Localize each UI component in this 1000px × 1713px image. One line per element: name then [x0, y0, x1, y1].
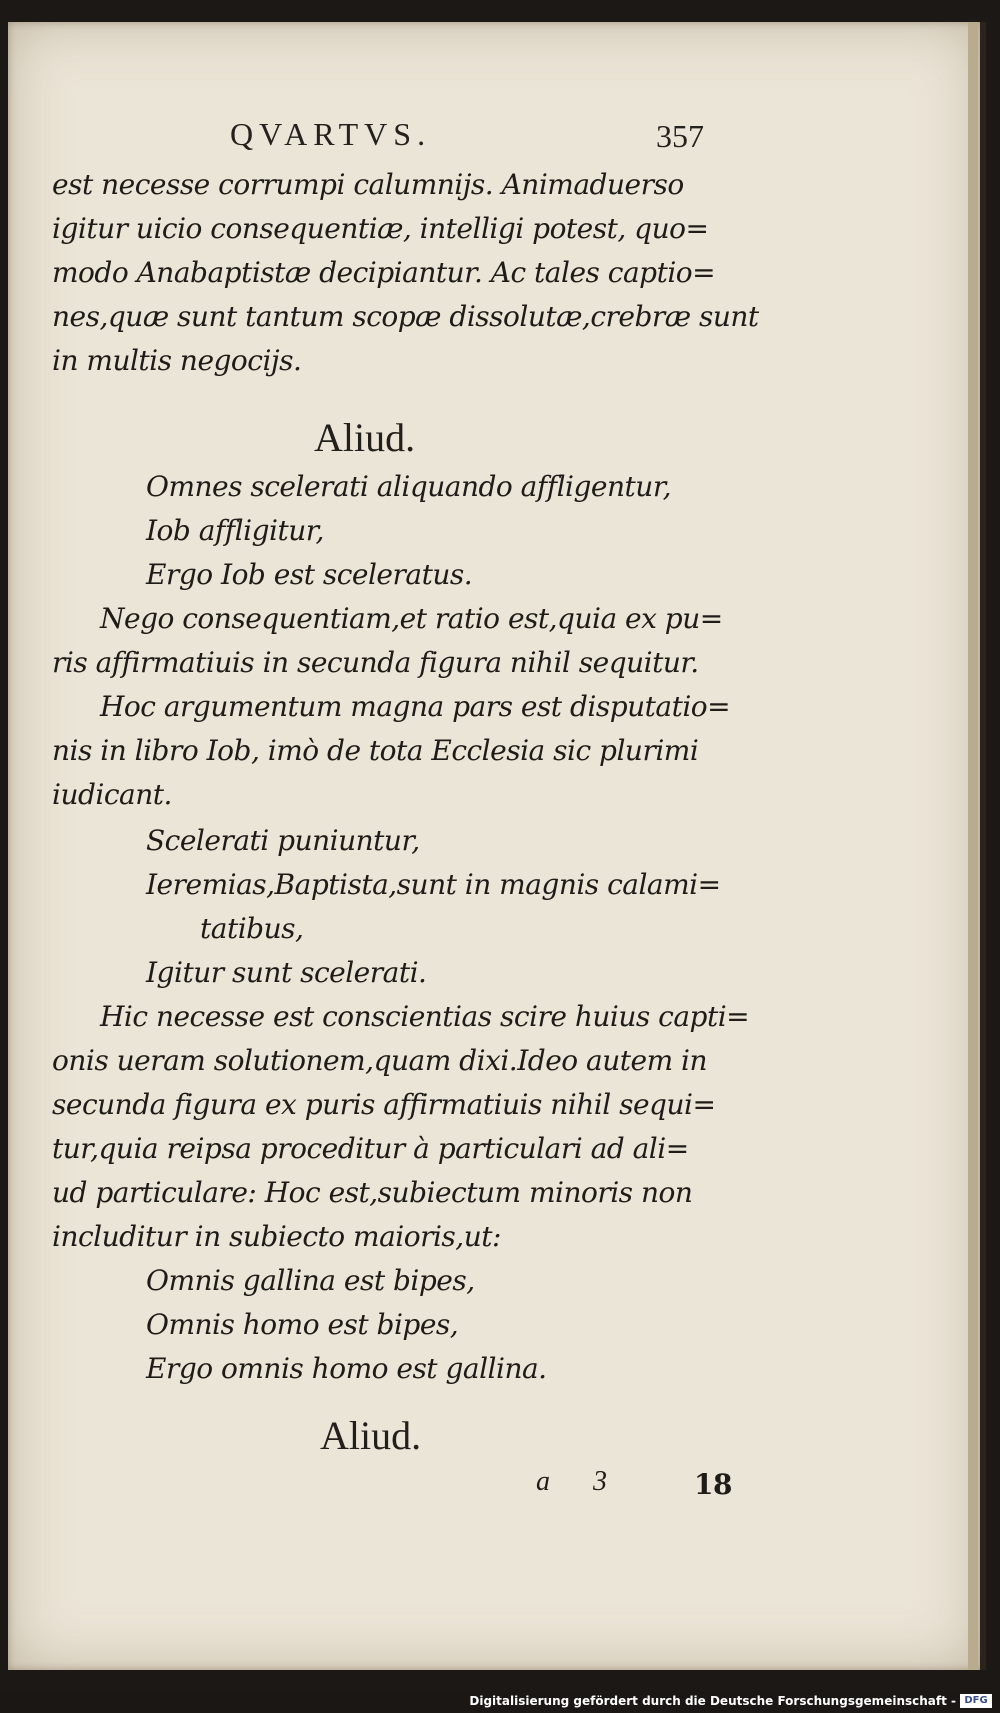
text-line: Hic necesse est conscientias scire huius capti= [100, 1000, 750, 1033]
syllogism-line: Ieremias,Baptista,sunt in magnis calami= [146, 868, 721, 901]
text-line: est necesse corrumpi calumnijs. Animaduerso [52, 168, 684, 201]
digitization-credit: Digitalisierung gefördert durch die Deutsche Forschungsgemeinschaft - [469, 1694, 956, 1708]
syllogism-line: Ergo omnis homo est gallina. [146, 1352, 547, 1385]
running-head: QVARTVS. [230, 116, 432, 152]
text-line: tur,quia reipsa proceditur à particulari ad ali= [52, 1132, 689, 1165]
catchword: 18 [694, 1468, 732, 1501]
text-line: in multis negocijs. [52, 344, 302, 377]
syllogism-line: Omnis gallina est bipes, [146, 1264, 475, 1297]
text-line: onis ueram solutionem,quam dixi.Ideo autem in [52, 1044, 708, 1077]
text-line: nis in libro Iob, imò de tota Ecclesia sic plurimi [52, 734, 699, 767]
text-line: iudicant. [52, 778, 172, 811]
syllogism-line: Omnes scelerati aliquando affligentur, [146, 470, 672, 503]
text-line: ris affirmatiuis in secunda figura nihil sequitur. [52, 646, 699, 679]
syllogism-line: Iob affligitur, [146, 514, 324, 547]
section-heading: Aliud. [314, 415, 416, 460]
text-line: ud particulare: Hoc est,subiectum minoris non [52, 1176, 693, 1209]
dfg-logo-icon: DFG [960, 1694, 992, 1708]
text-line: Nego consequentiam,et ratio est,quia ex pu= [100, 602, 723, 635]
page-edge [968, 22, 978, 1670]
syllogism-line: Igitur sunt scelerati. [146, 956, 427, 989]
text-line: nes,quæ sunt tantum scopæ dissolutæ,crebræ sunt [52, 300, 759, 333]
syllogism-line: Scelerati puniuntur, [146, 824, 420, 857]
text-line: igitur uicio consequentiæ, intelligi potest, quo= [52, 212, 709, 245]
syllogism-line: tatibus, [200, 912, 304, 945]
text-line: Hoc argumentum magna pars est disputatio= [100, 690, 731, 723]
text-line: secunda figura ex puris affirmatiuis nihil sequi= [52, 1088, 716, 1121]
signature-mark: a 3 [536, 1466, 625, 1497]
text-line: includitur in subiecto maioris,ut: [52, 1220, 501, 1253]
syllogism-line: Omnis homo est bipes, [146, 1308, 459, 1341]
text-line: modo Anabaptistæ decipiantur. Ac tales captio= [52, 256, 716, 289]
section-heading: Aliud. [320, 1413, 422, 1458]
page-number: 357 [656, 118, 704, 154]
syllogism-line: Ergo Iob est sceleratus. [146, 558, 473, 591]
